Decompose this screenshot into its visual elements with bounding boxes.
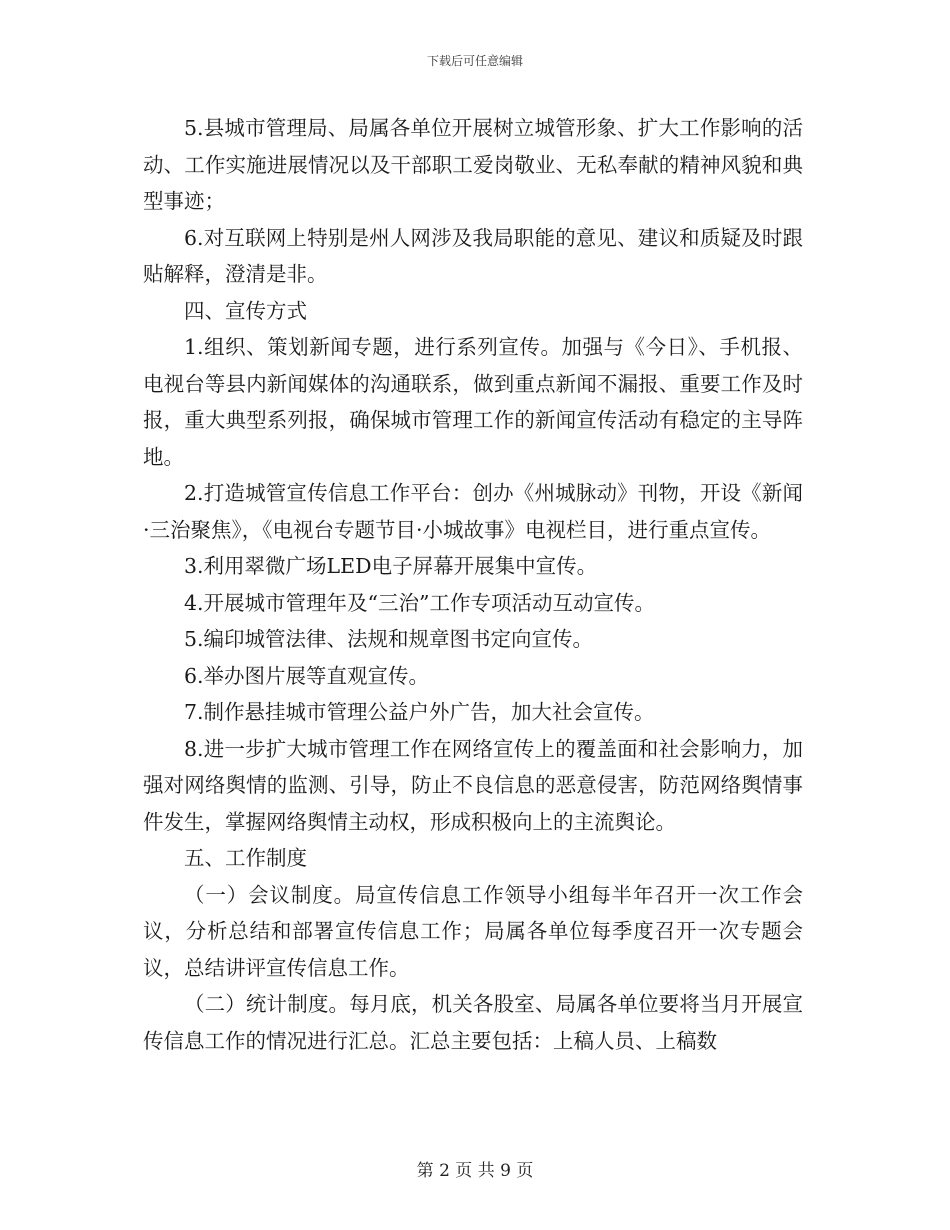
paragraph: （二）统计制度。每月底，机关各股室、局属各单位要将当月开展宣传信息工作的情况进行汇总。汇总主要包括：上稿人员、上稿数 [143, 992, 803, 1053]
paragraph: 7.制作悬挂城市管理公益户外广告，加大社会宣传。 [184, 700, 655, 724]
paragraph: 4.开展城市管理年及“三治”工作专项活动互动宣传。 [184, 590, 656, 615]
paragraph: （一）会议制度。局宣传信息工作领导小组每半年召开一次工作会议，分析总结和部署宣传信息工作；局属各单位每季度召开一次专题会议，总结讲评宣传信息工作。 [143, 882, 803, 980]
paragraph: 8.进一步扩大城市管理工作在网络宣传上的覆盖面和社会影响力，加强对网络舆情的监测、引导，防止不良信息的恶意侵害，防范网络舆情事件发生，掌握网络舆情主动权，形成积极向上的主流舆论。 [143, 736, 803, 834]
paragraph: 3.利用翠微广场LED电子屏幕开展集中宣传。 [184, 554, 598, 578]
paragraph: 2.打造城管宣传信息工作平台：创办《州城脉动》刊物，开设《新闻·三治聚焦》，《电视台专题节目·小城故事》电视栏目，进行重点宣传。 [143, 481, 803, 542]
paragraph: 1.组织、策划新闻专题，进行系列宣传。加强与《今日》、手机报、电视台等县内新闻媒体的沟通联系，做到重点新闻不漏报、重要工作及时报，重大典型系列报，确保城市管理工作的新闻宣传活动有稳定的主导阵地。 [143, 335, 803, 469]
paragraph: 5.编印城管法律、法规和规章图书定向宣传。 [184, 627, 594, 651]
section-heading: 五、工作制度 [184, 846, 307, 870]
paragraph: 5.县城市管理局、局属各单位开展树立城管形象、扩大工作影响的活动、工作实施进展情况以及干部职工爱岗敬业、无私奉献的精神风貌和典型事迹； [143, 116, 803, 213]
document-body [143, 110, 803, 1059]
page-header-note: 下载后可任意编辑 [426, 54, 523, 68]
section-heading: 四、宣传方式 [184, 298, 307, 323]
page-number: 第 2 页 共 9 页 [416, 1161, 534, 1181]
paragraph: 6.举办图片展等直观宣传。 [184, 663, 430, 688]
paragraph: 6.对互联网上特别是州人网涉及我局职能的意见、建议和质疑及时跟贴解释，澄清是非。 [143, 225, 803, 286]
